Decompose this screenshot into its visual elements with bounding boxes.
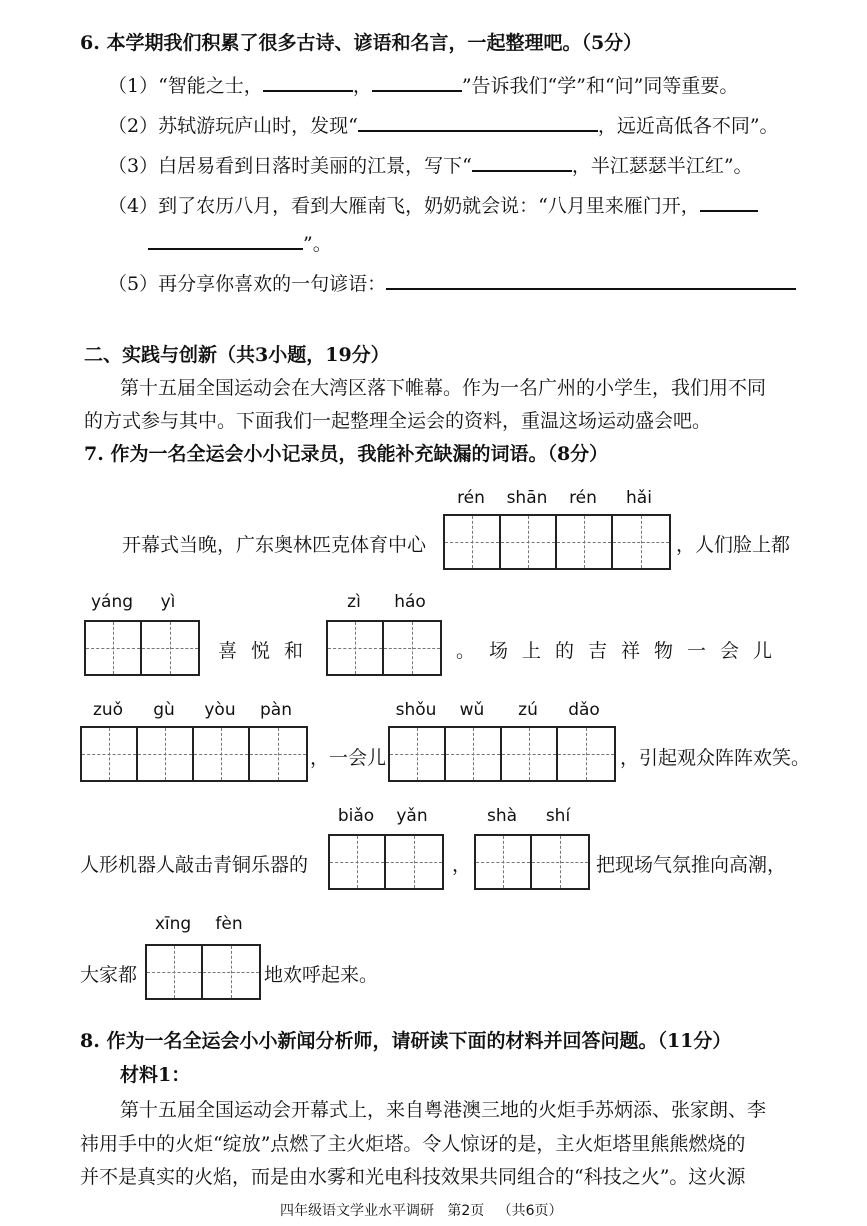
pinyin: shān (506, 488, 548, 508)
q7-line-1-end: ，人们脸上都 (676, 534, 791, 556)
pinyin: fèn (215, 914, 243, 934)
pinyin: pàn (260, 700, 292, 720)
pinyin: yì (160, 592, 176, 612)
q7-title: 7. 作为一名全运会小小记录员，我能补充缺漏的词语。（8分） (84, 443, 609, 465)
pinyin: xīng (154, 914, 192, 934)
q6-item-3: （3）白居易看到日落时美丽的江景，写下“ ，半江瑟瑟半江红”。 (108, 150, 753, 179)
section-2-title: 二、实践与创新（共3小题，19分） (84, 344, 390, 366)
q6-item-5: （5）再分享你喜欢的一句谚语： (108, 268, 796, 297)
pinyin: shí (545, 806, 571, 826)
pinyin: yǎn (396, 806, 428, 826)
q6-item-4: （4）到了农历八月，看到大雁南飞，奶奶就会说：“八月里来雁门开， (108, 190, 758, 219)
q6-title: 6. 本学期我们积累了很多古诗、谚语和名言，一起整理吧。（5分） (80, 32, 643, 54)
footer-total-pages: （共6页） (497, 1203, 563, 1219)
section-2-intro-line-1: 第十五届全国运动会在大湾区落下帷幕。作为一名广州的小学生，我们用不同 (120, 377, 767, 399)
pinyin: yáng (90, 592, 134, 612)
q7-line-4-text: 人形机器人敲击青铜乐器的 (80, 854, 309, 876)
q6-item-1: （1）“智能之士， ， ”告诉我们“学”和“问”同等重要。 (108, 70, 738, 99)
tianzige-grid-yang-yi[interactable] (84, 620, 200, 676)
tianzige-grid-biao-yan[interactable] (328, 834, 444, 890)
material-paragraph-line-2: 祎用手中的火炬“绽放”点燃了主火炬塔。令人惊讶的是，主火炬塔里熊熊燃烧的 (80, 1133, 746, 1155)
tianzige-grid-zuo-gu-you-pan[interactable] (80, 726, 308, 782)
footer-subject: 四年级语文学业水平调研 (280, 1203, 434, 1219)
answer-blank[interactable] (386, 268, 796, 290)
q6-item-4-cont: ”。 (148, 228, 332, 257)
pinyin: biǎo (337, 806, 375, 826)
q7-line-2-mid: 喜悦和 (218, 640, 318, 662)
pinyin: yòu (204, 700, 236, 720)
answer-blank[interactable] (372, 70, 462, 92)
tianzige-grid-shou-wu-zu-dao[interactable] (388, 726, 616, 782)
pinyin: shǒu (395, 700, 437, 720)
pinyin: hǎi (626, 488, 652, 508)
pinyin: zuǒ (92, 700, 124, 720)
answer-blank[interactable] (263, 70, 353, 92)
tianzige-grid-xing-fen[interactable] (145, 944, 261, 1000)
pinyin: gù (153, 700, 175, 720)
q7-line-4-end: 把现场气氛推向高潮， (596, 854, 787, 876)
pinyin: dǎo (568, 700, 600, 720)
page-footer (280, 1200, 563, 1220)
pinyin: wǔ (459, 700, 485, 720)
answer-blank[interactable] (700, 190, 758, 212)
material-paragraph-line-1: 第十五届全国运动会开幕式上，来自粤港澳三地的火炬手苏炳添、张家朗、李 (120, 1099, 767, 1121)
q6-item-2: （2）苏轼游玩庐山时，发现“ ，远近高低各不同”。 (108, 110, 779, 139)
answer-blank[interactable] (472, 150, 572, 172)
pinyin: rén (569, 488, 597, 508)
q7-line-2-end: 。场上的吉祥物一会儿 (456, 640, 787, 662)
pinyin: zú (518, 700, 538, 720)
tianzige-grid-ren-shan-ren-hai[interactable] (443, 514, 671, 570)
pinyin: háo (394, 592, 426, 612)
tianzige-grid-zi-hao[interactable] (326, 620, 442, 676)
q8-title: 8. 作为一名全运会小小新闻分析师，请研读下面的材料并回答问题。（11分） (80, 1030, 732, 1052)
pinyin: zì (347, 592, 361, 612)
material-label: 材料1： (120, 1064, 191, 1086)
q7-line-5-text: 大家都 (80, 964, 138, 986)
answer-blank[interactable] (148, 228, 303, 250)
pinyin: rén (457, 488, 485, 508)
footer-page-number: 第2页 (447, 1203, 485, 1219)
section-2-intro-line-2: 的方式参与其中。下面我们一起整理全运会的资料，重温这场运动盛会吧。 (84, 410, 712, 432)
q7-line-3-mid: ，一会儿 (310, 747, 387, 769)
q7-line-1-text: 开幕式当晚，广东奥林匹克体育中心 (122, 534, 427, 556)
material-paragraph-line-3: 并不是真实的火焰，而是由水雾和光电科技效果共同组合的“科技之火”。这火源 (80, 1166, 746, 1188)
pinyin: shà (486, 806, 518, 826)
answer-blank[interactable] (358, 110, 598, 132)
tianzige-grid-sha-shi[interactable] (474, 834, 590, 890)
q7-line-3-end: ，引起观众阵阵欢笑。 (620, 747, 811, 769)
q7-line-4-mid: ， (452, 854, 472, 876)
q7-line-5-end: 地欢呼起来。 (264, 964, 379, 986)
